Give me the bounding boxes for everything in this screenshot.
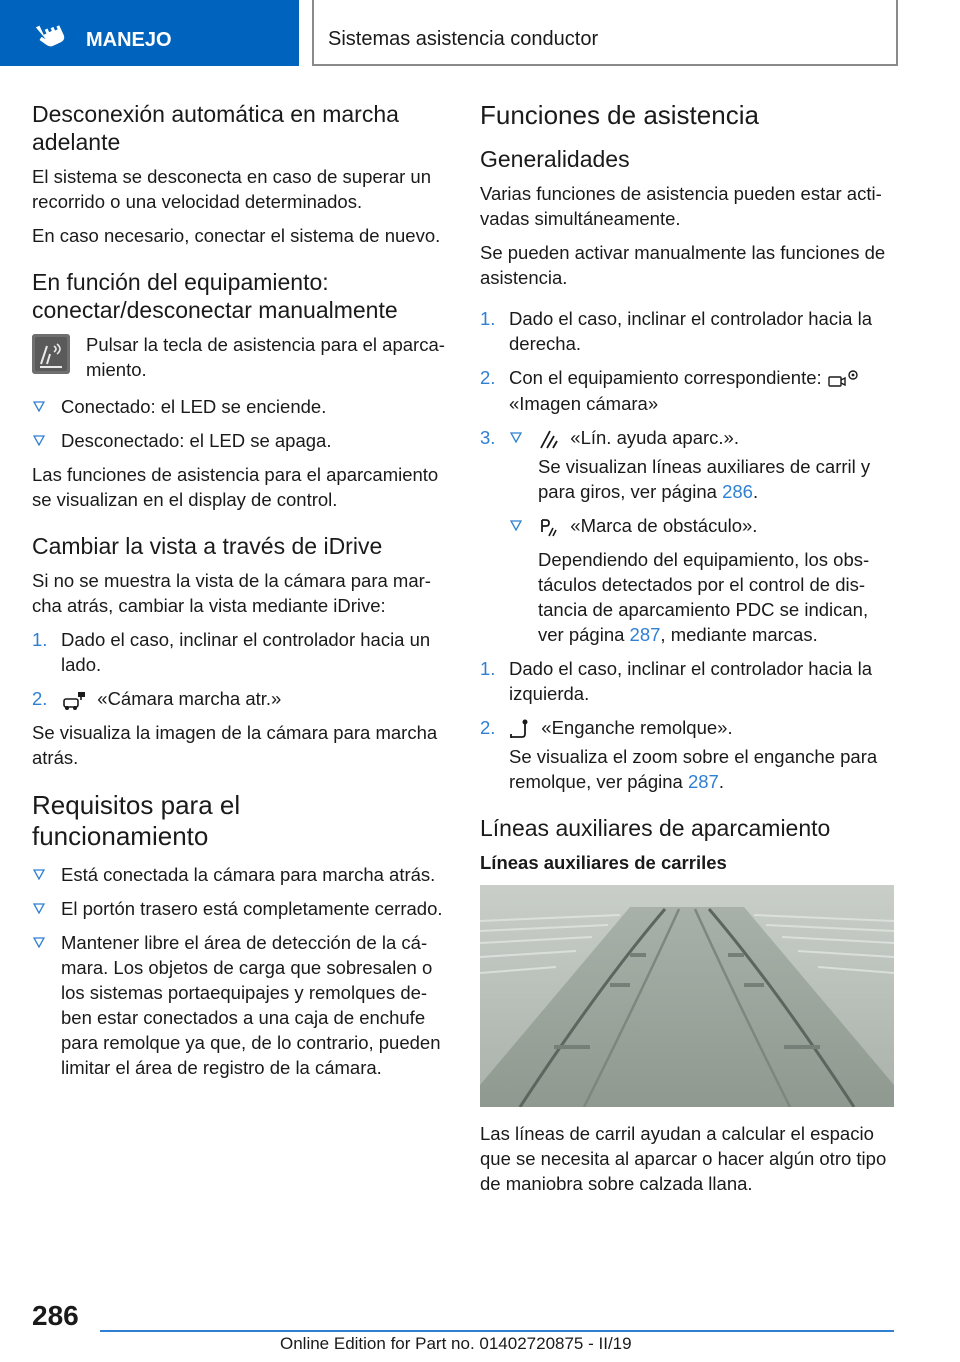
triangle-bullet-icon xyxy=(33,902,45,914)
left-column xyxy=(32,100,448,1089)
triangle-bullet-icon xyxy=(510,519,522,531)
paragraph: En caso necesario, conectar el sistema de nuevo. xyxy=(32,225,441,246)
right-column xyxy=(480,100,896,1205)
list-item: Está conectada la cámara para marcha atrás. xyxy=(32,862,448,887)
numbered-step: 2. «Enganche remolque». xyxy=(480,715,896,740)
paragraph: Las funciones de asistencia para el aparcamiento se visualizan en el display de control. xyxy=(32,464,439,510)
heading-idrive: Cambiar la vista a través de iDrive xyxy=(32,533,383,559)
paragraph: Si no se muestra la vista de la cámara para marcha atrás, cambiar la vista mediante iDrive: xyxy=(32,570,431,616)
rear-camera-icon xyxy=(61,689,87,711)
numbered-step: 2. Con el equipamiento correspondiente: «Imagen cámara» xyxy=(480,365,896,416)
chapter-header xyxy=(312,0,898,66)
paragraph: Dependiendo del equipamiento, los obstáculos detectados por el control de distancia de aparcamiento PDC se indican, ver página 287, mediante marcas. xyxy=(538,549,870,646)
heading-auto-off: Desconexión automática en marcha adelante xyxy=(32,101,399,155)
heading-manual: En función del equipamiento: conectar/desconectar manualmente xyxy=(32,269,398,323)
paragraph: Se visualiza la imagen de la cámara para marcha atrás. xyxy=(32,722,438,769)
lane-lines-image xyxy=(480,885,894,1107)
triangle-bullet-icon xyxy=(33,936,45,948)
list-item: Desconectado: el LED se apaga. xyxy=(32,428,448,453)
parking-assist-key-row xyxy=(32,332,448,382)
triangle-bullet-icon xyxy=(510,431,522,443)
numbered-step: 3. «Lín. ayuda aparc.». xyxy=(480,425,896,450)
paragraph: El sistema se desconecta en caso de superar un recorrido o una velocidad determinados. xyxy=(32,166,432,212)
sub-item: «Marca de obstáculo». xyxy=(480,513,896,538)
hand-pointer-icon xyxy=(34,18,70,48)
paragraph: Las líneas de carril ayudan a calcular el espacio que se necesita al aparcar o hacer algún otro tipo de maniobra sobre calzada llana. xyxy=(480,1123,887,1195)
paragraph: Varias funciones de asistencia pueden estar activadas simultáneamente. xyxy=(480,183,882,229)
list-item: Mantener libre el área de detección de la cámara. Los objetos de carga que sobresalen o los sistemas portaequipajes y remolques deben estar conectados a una caja de enchufe para remolque ya que, de lo contrario, pueden limitar el área de registro de la cámara. xyxy=(32,930,448,1080)
chapter-title: Sistemas asistencia conductor xyxy=(328,28,599,50)
subheading-lane-lines: Líneas auxiliares de carriles xyxy=(480,852,727,874)
heading-general: Generalidades xyxy=(480,146,630,172)
parking-lines-icon xyxy=(538,428,560,450)
key-instruction: Pulsar la tecla de asistencia para el aparcamiento. xyxy=(86,334,445,380)
footer-rule xyxy=(100,1330,894,1332)
paragraph: Se visualiza el zoom sobre el enganche para remolque, ver página 287. xyxy=(509,746,878,793)
camera-settings-icon xyxy=(827,367,861,391)
page-number: 286 xyxy=(32,1300,79,1331)
heading-requirements: Requisitos para el funcionamiento xyxy=(32,790,241,852)
numbered-step: 1. Dado el caso, inclinar el controlador hacia un lado. xyxy=(32,629,431,675)
triangle-bullet-icon xyxy=(33,434,45,446)
parking-assist-key-icon xyxy=(32,334,70,374)
page-link[interactable]: 286 xyxy=(722,481,753,503)
page-link[interactable]: 287 xyxy=(629,624,661,646)
obstacle-marker-icon xyxy=(538,516,560,538)
heading-functions: Funciones de asistencia xyxy=(480,100,759,130)
paragraph: Se visualizan líneas auxiliares de carril y para giros, ver página 286. xyxy=(538,456,871,503)
page-link[interactable]: 287 xyxy=(687,771,719,793)
triangle-bullet-icon xyxy=(33,868,45,880)
section-tab xyxy=(0,0,299,66)
list-item: Conectado: el LED se enciende. xyxy=(32,394,448,419)
numbered-step: 1. Dado el caso, inclinar el controlador hacia la derecha. xyxy=(480,308,873,354)
numbered-step: 1. Dado el caso, inclinar el controlador hacia la izquierda. xyxy=(480,658,873,705)
edition-note: Online Edition for Part no. 01402720875 - II/19 xyxy=(280,1334,632,1353)
paragraph: Se pueden activar manualmente las funciones de asistencia. xyxy=(480,242,886,288)
trailer-hitch-icon xyxy=(509,718,531,740)
heading-parking-lines: Líneas auxiliares de aparcamiento xyxy=(480,815,831,842)
sub-item: «Lín. ayuda aparc.». xyxy=(509,425,896,450)
triangle-bullet-icon xyxy=(33,400,45,412)
list-item: El portón trasero está completamente cerrado. xyxy=(32,896,448,921)
section-title: MANEJO xyxy=(86,29,172,51)
numbered-step: 2. «Cámara marcha atr.» xyxy=(32,686,448,711)
